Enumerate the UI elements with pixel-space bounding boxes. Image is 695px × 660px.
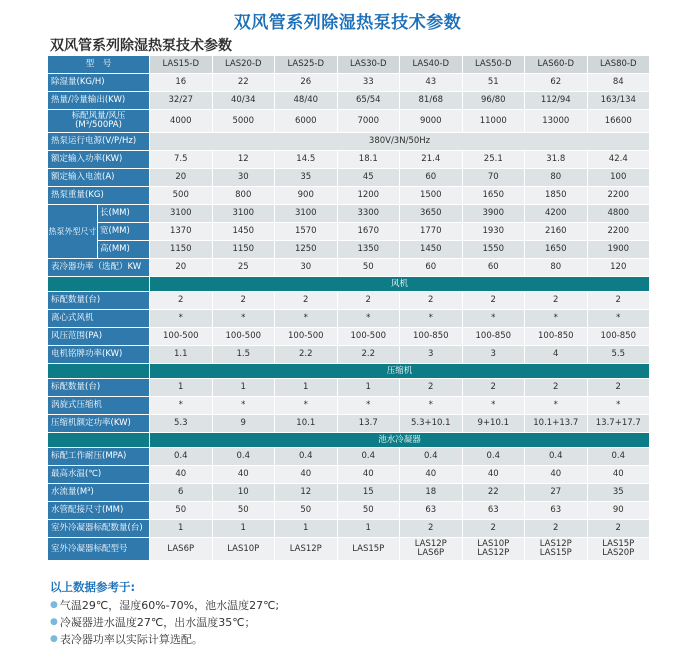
value-cell: 35 bbox=[587, 484, 650, 502]
value-cell: 81/68 bbox=[400, 92, 463, 110]
value-cell: 1 bbox=[150, 379, 213, 397]
value-cell: 0.4 bbox=[275, 448, 338, 466]
value-cell: 43 bbox=[400, 74, 463, 92]
value-cell: 63 bbox=[462, 502, 525, 520]
value-cell: 0.4 bbox=[150, 448, 213, 466]
value-cell: 40 bbox=[462, 466, 525, 484]
table-row bbox=[48, 205, 650, 223]
row-label: 水管配接尺寸(MM) bbox=[48, 502, 150, 520]
value-cell: 2 bbox=[587, 520, 650, 538]
value-cell: 62 bbox=[525, 74, 588, 92]
table-row bbox=[48, 310, 650, 328]
value-cell: 1770 bbox=[400, 223, 463, 241]
value-cell: 50 bbox=[337, 502, 400, 520]
table-row bbox=[48, 259, 650, 277]
value-cell: 3100 bbox=[150, 205, 213, 223]
value-cell: 4800 bbox=[587, 205, 650, 223]
value-cell: 1250 bbox=[275, 241, 338, 259]
value-cell: 25 bbox=[212, 259, 275, 277]
value-cell: 60 bbox=[400, 169, 463, 187]
value-cell: 7.5 bbox=[150, 151, 213, 169]
table-row bbox=[48, 223, 650, 241]
row-label: 热泵运行电源(V/P/Hz) bbox=[48, 133, 150, 151]
value-cell: * bbox=[462, 397, 525, 415]
value-cell: 60 bbox=[462, 259, 525, 277]
value-cell: * bbox=[212, 397, 275, 415]
row-label: 热量/冷量输出(KW) bbox=[48, 92, 150, 110]
table-row bbox=[48, 151, 650, 169]
table-row bbox=[48, 538, 650, 561]
note-text: 冷凝器进水温度27℃，出水温度35℃； bbox=[59, 616, 256, 629]
value-cell bbox=[275, 538, 338, 561]
value-cell: 5.5 bbox=[587, 346, 650, 364]
value-cell: 4 bbox=[525, 346, 588, 364]
value-line: LAS15P bbox=[352, 543, 385, 554]
table-row bbox=[48, 110, 650, 133]
value-cell: 50 bbox=[275, 502, 338, 520]
value-cell: 10.1+13.7 bbox=[525, 415, 588, 433]
value-cell: 2 bbox=[587, 379, 650, 397]
value-cell: 1 bbox=[275, 379, 338, 397]
value-cell: 25.1 bbox=[462, 151, 525, 169]
value-line: LAS12P bbox=[414, 539, 447, 549]
value-cell: 22 bbox=[462, 484, 525, 502]
value-cell: 48/40 bbox=[275, 92, 338, 110]
value-cell: 3100 bbox=[212, 205, 275, 223]
value-cell: 6000 bbox=[275, 110, 338, 133]
value-cell: 1650 bbox=[462, 187, 525, 205]
value-cell: 40 bbox=[275, 466, 338, 484]
row-label: 压缩机额定功率(KW) bbox=[48, 415, 150, 433]
value-cell: 1 bbox=[275, 520, 338, 538]
value-line: LAS12P bbox=[539, 539, 572, 549]
section-spacer bbox=[48, 433, 150, 448]
value-cell: 163/134 bbox=[587, 92, 650, 110]
value-cell: 2 bbox=[525, 292, 588, 310]
table-row bbox=[48, 133, 650, 151]
value-cell: 84 bbox=[587, 74, 650, 92]
value-cell: 0.4 bbox=[337, 448, 400, 466]
value-cell: 1570 bbox=[275, 223, 338, 241]
value-cell bbox=[400, 538, 463, 561]
value-cell: 2200 bbox=[587, 187, 650, 205]
value-cell: 5.3 bbox=[150, 415, 213, 433]
value-line: LAS6P bbox=[167, 543, 195, 554]
note-text: 气温29℃，湿度60%-70%，池水温度27℃; bbox=[59, 599, 280, 612]
value-cell: 100-500 bbox=[275, 328, 338, 346]
row-label: 额定输入电流(A) bbox=[48, 169, 150, 187]
value-cell: 2160 bbox=[525, 223, 588, 241]
value-cell: 2.2 bbox=[275, 346, 338, 364]
value-cell: 18 bbox=[400, 484, 463, 502]
value-cell: * bbox=[400, 310, 463, 328]
value-line: LAS15P bbox=[539, 548, 572, 558]
row-label: 水流量(M³) bbox=[48, 484, 150, 502]
value-cell: 63 bbox=[400, 502, 463, 520]
table-row bbox=[48, 169, 650, 187]
value-cell: 33 bbox=[337, 74, 400, 92]
row-label: 室外冷凝器标配数量(台) bbox=[48, 520, 150, 538]
value-cell: 16 bbox=[150, 74, 213, 92]
value-cell: 12 bbox=[212, 151, 275, 169]
row-label: 标配数量(台) bbox=[48, 379, 150, 397]
value-cell: 40 bbox=[150, 466, 213, 484]
section-header: 压缩机 bbox=[150, 364, 650, 379]
table-row bbox=[48, 379, 650, 397]
table-row bbox=[48, 502, 650, 520]
value-cell: 45 bbox=[337, 169, 400, 187]
value-cell: * bbox=[337, 397, 400, 415]
value-cell: 50 bbox=[212, 502, 275, 520]
table-row bbox=[48, 346, 650, 364]
value-cell: 9+10.1 bbox=[462, 415, 525, 433]
value-cell: 900 bbox=[275, 187, 338, 205]
value-cell: 11000 bbox=[462, 110, 525, 133]
table-row bbox=[48, 448, 650, 466]
row-label: 热泵重量(KG) bbox=[48, 187, 150, 205]
value-cell: 80 bbox=[525, 169, 588, 187]
value-cell: 2 bbox=[275, 292, 338, 310]
row-label: 涡旋式压缩机 bbox=[48, 397, 150, 415]
value-cell bbox=[525, 538, 588, 561]
value-cell: 3650 bbox=[400, 205, 463, 223]
row-label: 离心式风机 bbox=[48, 310, 150, 328]
value-line: LAS12P bbox=[289, 543, 322, 554]
value-cell: 2 bbox=[587, 292, 650, 310]
model-header: LAS40-D bbox=[400, 56, 463, 74]
value-cell: 2 bbox=[462, 379, 525, 397]
value-cell: 120 bbox=[587, 259, 650, 277]
value-cell: 16600 bbox=[587, 110, 650, 133]
value-cell: 26 bbox=[275, 74, 338, 92]
table-row bbox=[48, 74, 650, 92]
value-cell: 70 bbox=[462, 169, 525, 187]
circle-bullet-icon: ● bbox=[50, 600, 58, 610]
value-cell: 42.4 bbox=[587, 151, 650, 169]
value-line: LAS10P bbox=[227, 543, 260, 554]
value-cell: * bbox=[462, 310, 525, 328]
value-cell: 5000 bbox=[212, 110, 275, 133]
model-header: LAS15-D bbox=[150, 56, 213, 74]
value-cell: * bbox=[337, 310, 400, 328]
value-cell bbox=[462, 538, 525, 561]
value-cell: 3 bbox=[462, 346, 525, 364]
value-cell: * bbox=[587, 310, 650, 328]
value-cell: 2 bbox=[462, 520, 525, 538]
row-label: 表冷器功率（选配）KW bbox=[48, 259, 150, 277]
value-cell: * bbox=[525, 310, 588, 328]
value-cell: 1930 bbox=[462, 223, 525, 241]
table-row bbox=[48, 520, 650, 538]
value-cell: 32/27 bbox=[150, 92, 213, 110]
note-text: 表冷器功率以实际计算选配。 bbox=[59, 633, 203, 646]
value-cell: 1 bbox=[337, 379, 400, 397]
notes-title: 以上数据参考于: bbox=[50, 580, 136, 594]
value-cell: 13.7+17.7 bbox=[587, 415, 650, 433]
value-cell: 15 bbox=[337, 484, 400, 502]
value-cell: 100 bbox=[587, 169, 650, 187]
row-label: 长(MM) bbox=[98, 205, 150, 223]
value-cell: * bbox=[150, 310, 213, 328]
value-cell: 380V/3N/50Hz bbox=[150, 133, 650, 151]
value-cell: 80 bbox=[525, 259, 588, 277]
value-cell bbox=[587, 538, 650, 561]
value-cell: 40 bbox=[337, 466, 400, 484]
value-cell: 63 bbox=[525, 502, 588, 520]
row-label: 标配数量(台) bbox=[48, 292, 150, 310]
table-row bbox=[48, 397, 650, 415]
value-cell: 500 bbox=[150, 187, 213, 205]
row-label: 最高水温(℃) bbox=[48, 466, 150, 484]
value-cell: 20 bbox=[150, 169, 213, 187]
value-cell: 51 bbox=[462, 74, 525, 92]
value-cell bbox=[337, 538, 400, 561]
value-cell: 3 bbox=[400, 346, 463, 364]
value-cell: 100-500 bbox=[212, 328, 275, 346]
row-label: 高(MM) bbox=[98, 241, 150, 259]
value-cell: 60 bbox=[400, 259, 463, 277]
note-item bbox=[50, 631, 279, 648]
value-cell: 3300 bbox=[337, 205, 400, 223]
value-cell: 4200 bbox=[525, 205, 588, 223]
value-cell: 2200 bbox=[587, 223, 650, 241]
value-cell: 90 bbox=[587, 502, 650, 520]
note-item bbox=[50, 597, 279, 614]
value-cell: 2 bbox=[462, 292, 525, 310]
value-cell: 1670 bbox=[337, 223, 400, 241]
value-cell: 40 bbox=[587, 466, 650, 484]
value-cell: 9000 bbox=[400, 110, 463, 133]
table-row bbox=[48, 277, 650, 292]
value-line: LAS6P bbox=[417, 548, 445, 558]
row-label: 宽(MM) bbox=[98, 223, 150, 241]
value-cell: 0.4 bbox=[462, 448, 525, 466]
value-cell: 6 bbox=[150, 484, 213, 502]
value-cell: 3900 bbox=[462, 205, 525, 223]
value-line: LAS20P bbox=[602, 548, 635, 558]
value-cell: 2 bbox=[400, 292, 463, 310]
value-cell: 100-500 bbox=[337, 328, 400, 346]
row-label: 除湿量(KG/H) bbox=[48, 74, 150, 92]
value-cell: 50 bbox=[337, 259, 400, 277]
value-cell: 40 bbox=[525, 466, 588, 484]
row-label: 标配风量/风压 (M³/500PA) bbox=[48, 110, 150, 133]
value-cell: 9 bbox=[212, 415, 275, 433]
value-cell: 2 bbox=[337, 292, 400, 310]
value-cell: 5.3+10.1 bbox=[400, 415, 463, 433]
value-cell: 40 bbox=[212, 466, 275, 484]
dims-group-label: 热泵外型尺寸 bbox=[48, 205, 98, 259]
row-label: 室外冷凝器标配型号 bbox=[48, 538, 150, 561]
table-row bbox=[48, 92, 650, 110]
table-row bbox=[48, 364, 650, 379]
value-cell: 1450 bbox=[212, 223, 275, 241]
value-cell: 10.1 bbox=[275, 415, 338, 433]
value-cell: 2 bbox=[150, 292, 213, 310]
value-cell: 100-850 bbox=[400, 328, 463, 346]
value-cell: 7000 bbox=[337, 110, 400, 133]
row-label: 额定输入功率(KW) bbox=[48, 151, 150, 169]
value-cell: 96/80 bbox=[462, 92, 525, 110]
value-cell: 0.4 bbox=[400, 448, 463, 466]
value-cell: 1150 bbox=[212, 241, 275, 259]
table-row bbox=[48, 56, 650, 74]
value-cell: * bbox=[212, 310, 275, 328]
value-cell: 0.4 bbox=[587, 448, 650, 466]
value-cell: 1.1 bbox=[150, 346, 213, 364]
value-cell: 1850 bbox=[525, 187, 588, 205]
value-cell: 2 bbox=[400, 520, 463, 538]
value-cell: 40/34 bbox=[212, 92, 275, 110]
section-header: 风机 bbox=[150, 277, 650, 292]
value-cell: 20 bbox=[150, 259, 213, 277]
value-line: LAS10P bbox=[477, 539, 510, 549]
value-cell: 4000 bbox=[150, 110, 213, 133]
value-cell: 1350 bbox=[337, 241, 400, 259]
value-cell bbox=[150, 538, 213, 561]
circle-bullet-icon: ● bbox=[50, 634, 58, 644]
circle-bullet-icon: ● bbox=[50, 617, 58, 627]
section-header: 池水冷凝器 bbox=[150, 433, 650, 448]
value-cell: 112/94 bbox=[525, 92, 588, 110]
notes bbox=[50, 579, 279, 648]
value-cell: * bbox=[275, 310, 338, 328]
value-cell: 1 bbox=[337, 520, 400, 538]
table-row bbox=[48, 466, 650, 484]
table-row bbox=[48, 415, 650, 433]
row-label: 电机铭牌功率(KW) bbox=[48, 346, 150, 364]
model-header: LAS25-D bbox=[275, 56, 338, 74]
value-cell: 14.5 bbox=[275, 151, 338, 169]
model-header: LAS20-D bbox=[212, 56, 275, 74]
value-cell: * bbox=[150, 397, 213, 415]
model-label: 型 号 bbox=[48, 56, 150, 74]
spec-table bbox=[47, 55, 650, 561]
value-cell: 27 bbox=[525, 484, 588, 502]
model-header: LAS50-D bbox=[462, 56, 525, 74]
value-cell: 21.4 bbox=[400, 151, 463, 169]
value-cell: 12 bbox=[275, 484, 338, 502]
value-cell: * bbox=[587, 397, 650, 415]
table-row bbox=[48, 433, 650, 448]
value-cell: 0.4 bbox=[212, 448, 275, 466]
value-cell: 10 bbox=[212, 484, 275, 502]
row-label: 标配工作耐压(MPA) bbox=[48, 448, 150, 466]
value-cell: 1370 bbox=[150, 223, 213, 241]
value-cell: 2 bbox=[212, 292, 275, 310]
value-cell: 13.7 bbox=[337, 415, 400, 433]
value-cell: 22 bbox=[212, 74, 275, 92]
table-row bbox=[48, 484, 650, 502]
value-cell: 13000 bbox=[525, 110, 588, 133]
model-header: LAS60-D bbox=[525, 56, 588, 74]
model-header: LAS80-D bbox=[587, 56, 650, 74]
value-cell: 2 bbox=[525, 379, 588, 397]
value-cell: 1200 bbox=[337, 187, 400, 205]
value-cell: 1900 bbox=[587, 241, 650, 259]
value-cell: 1550 bbox=[462, 241, 525, 259]
table-title: 双风管系列除湿热泵技术参数 bbox=[50, 38, 232, 54]
value-cell: 1500 bbox=[400, 187, 463, 205]
note-item bbox=[50, 614, 279, 631]
model-header: LAS30-D bbox=[337, 56, 400, 74]
value-cell: 1.5 bbox=[212, 346, 275, 364]
value-cell: 0.4 bbox=[525, 448, 588, 466]
value-cell: 2.2 bbox=[337, 346, 400, 364]
section-spacer bbox=[48, 364, 150, 379]
value-cell: 1 bbox=[212, 520, 275, 538]
value-cell: 31.8 bbox=[525, 151, 588, 169]
value-cell: 800 bbox=[212, 187, 275, 205]
table-row bbox=[48, 292, 650, 310]
table-row bbox=[48, 241, 650, 259]
value-cell: 1 bbox=[150, 520, 213, 538]
value-cell: 65/54 bbox=[337, 92, 400, 110]
value-cell: 3100 bbox=[275, 205, 338, 223]
value-cell: 100-850 bbox=[587, 328, 650, 346]
value-cell: * bbox=[400, 397, 463, 415]
section-spacer bbox=[48, 277, 150, 292]
value-cell: 30 bbox=[212, 169, 275, 187]
value-cell: 1 bbox=[212, 379, 275, 397]
value-line: LAS15P bbox=[602, 539, 635, 549]
value-cell: * bbox=[525, 397, 588, 415]
value-cell: 18.1 bbox=[337, 151, 400, 169]
value-cell: 2 bbox=[400, 379, 463, 397]
value-cell: 1450 bbox=[400, 241, 463, 259]
value-cell bbox=[212, 538, 275, 561]
value-cell: 30 bbox=[275, 259, 338, 277]
value-cell: 1650 bbox=[525, 241, 588, 259]
value-cell: 2 bbox=[525, 520, 588, 538]
value-cell: 100-850 bbox=[525, 328, 588, 346]
table-row bbox=[48, 187, 650, 205]
value-cell: 50 bbox=[150, 502, 213, 520]
value-cell: 1150 bbox=[150, 241, 213, 259]
value-cell: * bbox=[275, 397, 338, 415]
value-cell: 100-500 bbox=[150, 328, 213, 346]
row-label: 风压范围(PA) bbox=[48, 328, 150, 346]
value-cell: 40 bbox=[400, 466, 463, 484]
value-cell: 35 bbox=[275, 169, 338, 187]
value-cell: 100-850 bbox=[462, 328, 525, 346]
value-line: LAS12P bbox=[477, 548, 510, 558]
page-title: 双风管系列除湿热泵技术参数 bbox=[233, 13, 462, 33]
table-row bbox=[48, 328, 650, 346]
